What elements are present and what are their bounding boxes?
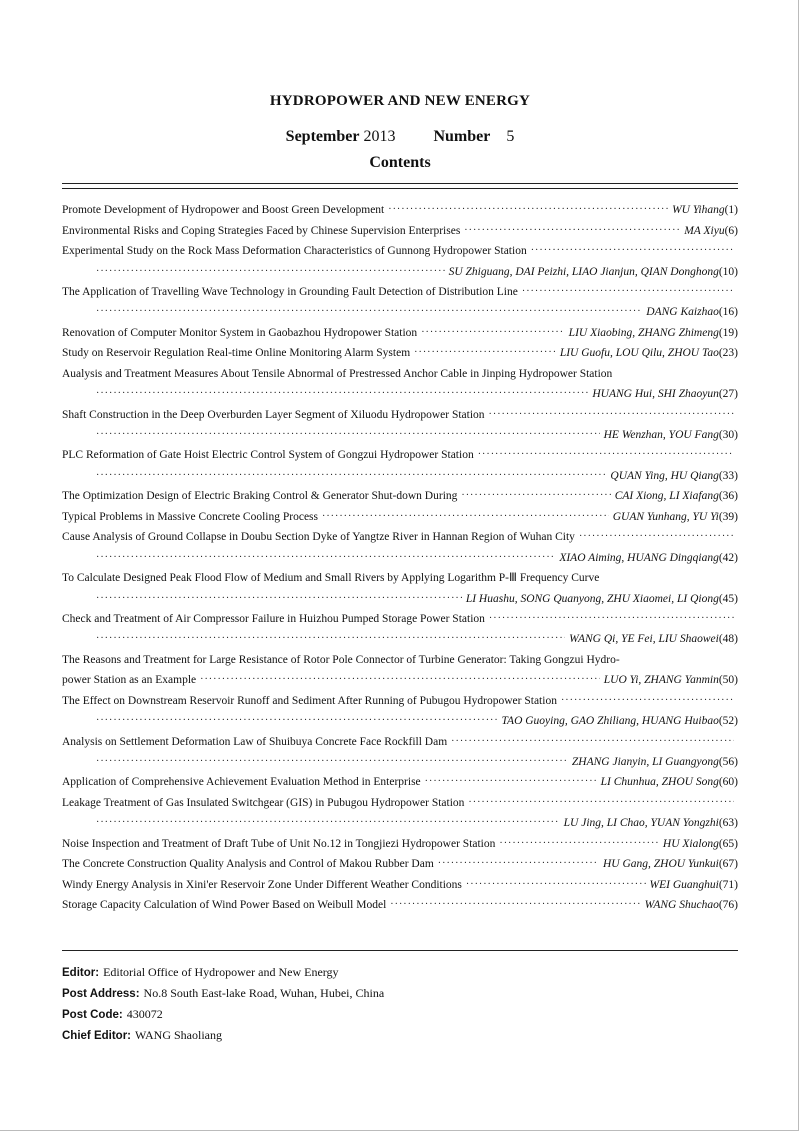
toc-entry-authors: LI Huashu, SONG Quanyong, ZHU Xiaomei, LI Qiong <box>465 592 719 605</box>
toc-entry-page: (50) <box>718 674 738 687</box>
toc-entry-title: Experimental Study on the Rock Mass Deformation Characteristics of Gunnong Hydropower Station <box>62 245 527 258</box>
issue-number-label: Number <box>433 128 491 145</box>
dot-leader <box>464 221 680 241</box>
toc-line <box>62 486 738 506</box>
toc-entry-authors: ZHANG Jianyin, LI Guangyong <box>571 756 719 769</box>
dot-leader <box>96 813 560 833</box>
toc-entry-authors: XIAO Aiming, HUANG Dingqiang <box>559 551 719 564</box>
toc-line <box>62 200 738 220</box>
toc-line <box>62 772 738 792</box>
dot-leader <box>96 302 642 322</box>
toc-entry-title: Study on Reservoir Regulation Real-time Online Monitoring Alarm System <box>62 347 411 360</box>
toc-entry-page: (48) <box>718 633 738 646</box>
dot-leader <box>421 323 564 343</box>
dot-leader <box>478 445 734 465</box>
imprint-value: WANG Shaoliang <box>135 1028 222 1042</box>
imprint-value: No.8 South East-lake Road, Wuhan, Hubei, China <box>143 986 385 1000</box>
toc-line <box>62 874 738 894</box>
dot-leader <box>388 200 668 220</box>
dot-leader <box>96 262 445 282</box>
toc-entry-title: Promote Development of Hydropower and Boost Green Development <box>62 204 385 217</box>
issue-month: September <box>285 128 360 145</box>
toc-entry-title: Cause Analysis of Ground Collapse in Doubu Section Dyke of Yangtze River in Hannan Region of Wuhan City <box>62 531 575 544</box>
toc-entry-title: The Optimization Design of Electric Braking Control & Generator Shut-down During <box>62 490 458 503</box>
dot-leader <box>96 425 600 445</box>
toc-entry-page: (27) <box>718 388 738 401</box>
issue-line <box>0 128 800 146</box>
toc-entry-page: (56) <box>718 756 738 769</box>
toc-line <box>62 343 738 363</box>
toc-entry-title: Storage Capacity Calculation of Wind Power Based on Weibull Model <box>62 899 387 912</box>
toc-line <box>62 507 738 527</box>
dot-leader <box>96 466 606 486</box>
dot-leader <box>96 384 588 404</box>
imprint-value: 430072 <box>126 1007 163 1021</box>
toc-line <box>62 302 738 322</box>
toc-line <box>62 547 738 567</box>
toc-entry-page: (36) <box>718 490 738 503</box>
toc-entry-title: Leakage Treatment of Gas Insulated Switchgear (GIS) in Pubugou Hydropower Station <box>62 796 465 809</box>
dot-leader <box>200 670 600 690</box>
toc-entry-authors: QUAN Ying, HU Qiang <box>610 469 719 482</box>
toc-line <box>62 588 738 608</box>
toc-entry-page: (30) <box>718 429 738 442</box>
dot-leader <box>489 609 734 629</box>
toc-line <box>62 384 738 404</box>
dot-leader <box>489 405 734 425</box>
contents-heading: Contents <box>369 154 431 171</box>
toc-entry-title: Windy Energy Analysis in Xini'er Reservoir Zone Under Different Weather Conditions <box>62 878 462 891</box>
dot-leader <box>390 895 640 915</box>
issue-number: 5 <box>506 128 515 145</box>
toc-line <box>62 609 738 629</box>
toc-entry-page: (65) <box>718 837 738 850</box>
dot-leader <box>499 834 659 854</box>
toc-entry-page: (10) <box>718 265 738 278</box>
toc-entry-page: (33) <box>718 469 738 482</box>
toc-line <box>62 834 738 854</box>
toc-entry-authors: TAO Guoying, GAO Zhiliang, HUANG Huibao <box>501 715 719 728</box>
dot-leader <box>414 343 556 363</box>
dot-leader <box>451 732 734 752</box>
toc-line <box>62 425 738 445</box>
dot-leader <box>425 772 597 792</box>
toc-entry-page: (42) <box>718 551 738 564</box>
toc-entry-page: (71) <box>718 878 738 891</box>
imprint-row <box>62 1025 384 1046</box>
toc-entry-authors: HU Gang, ZHOU Yunkui <box>602 858 719 871</box>
toc-entry-authors: CAI Xiong, LI Xiafang <box>614 490 719 503</box>
imprint-row <box>62 983 384 1004</box>
toc-line <box>62 854 738 874</box>
toc-entry-title: The Concrete Construction Quality Analysis and Control of Makou Rubber Dam <box>62 858 434 871</box>
top-rule-inner <box>62 188 738 189</box>
toc-line <box>62 691 738 711</box>
table-of-contents <box>62 200 738 915</box>
toc-line <box>62 261 738 281</box>
dot-leader <box>96 711 498 731</box>
toc-entry-title: Shaft Construction in the Deep Overburden Layer Segment of Xiluodu Hydropower Station <box>62 408 485 421</box>
imprint-key: Editor: <box>62 967 100 979</box>
imprint-row <box>62 962 384 983</box>
toc-line <box>62 241 738 261</box>
toc-entry-title: Check and Treatment of Air Compressor Failure in Huizhou Pumped Storage Power Station <box>62 612 485 625</box>
dot-leader <box>531 241 734 261</box>
toc-entry-page: (63) <box>718 817 738 830</box>
toc-entry-authors: HUANG Hui, SHI Zhaoyun <box>592 388 719 401</box>
toc-entry-authors: GUAN Yunhang, YU Yi <box>612 510 719 523</box>
toc-line <box>62 752 738 772</box>
toc-entry-authors: DANG Kaizhao <box>646 306 719 319</box>
dot-leader <box>461 486 610 506</box>
toc-entry-title: Typical Problems in Massive Concrete Cooling Process <box>62 510 318 523</box>
toc-entry-page: (67) <box>718 858 738 871</box>
toc-entry-title: The Effect on Downstream Reservoir Runoff and Sediment After Running of Pubugou Hydropower Station <box>62 694 557 707</box>
toc-line <box>62 445 738 465</box>
toc-line <box>62 282 738 302</box>
toc-entry-page: (23) <box>718 347 738 360</box>
toc-entry-page: (1) <box>724 204 738 217</box>
toc-entry-authors: WANG Shuchao <box>644 899 719 912</box>
toc-entry-title: To Calculate Designed Peak Flood Flow of Medium and Small Rivers by Applying Logarithm P-Ⅲ Frequency Curve <box>62 572 600 585</box>
toc-entry-authors: WEI Guanghui <box>649 878 719 891</box>
toc-entry-page: (45) <box>718 592 738 605</box>
toc-entry-title: Analysis on Settlement Deformation Law of Shuibuya Concrete Face Rockfill Dam <box>62 735 448 748</box>
toc-line <box>62 466 738 486</box>
toc-entry-title: power Station as an Example <box>62 674 197 687</box>
toc-entry-authors: WANG Qi, YE Fei, LIU Shaowei <box>569 633 719 646</box>
toc-line <box>62 629 738 649</box>
toc-entry-page: (39) <box>718 510 738 523</box>
toc-entry-authors: SU Zhiguang, DAI Peizhi, LIAO Jianjun, QIAN Donghong <box>448 265 719 278</box>
toc-entry-authors: WU Yihang <box>672 204 725 217</box>
toc-line <box>62 793 738 813</box>
toc-line <box>62 650 738 670</box>
dot-leader <box>438 854 599 874</box>
toc-entry-title: The Reasons and Treatment for Large Resistance of Rotor Pole Connector of Turbine Generator: Taking Gongzui Hydro- <box>62 653 620 666</box>
toc-entry-title: The Application of Travelling Wave Technology in Grounding Fault Detection of Distribution Line <box>62 285 518 298</box>
toc-line <box>62 323 738 343</box>
imprint-key: Chief Editor: <box>62 1030 131 1042</box>
toc-entry-page: (60) <box>718 776 738 789</box>
toc-line <box>62 568 738 588</box>
toc-entry-authors: LU Jing, LI Chao, YUAN Yongzhi <box>563 817 719 830</box>
toc-entry-authors: LIU Guofu, LOU Qilu, ZHOU Tao <box>559 347 719 360</box>
toc-entry-page: (6) <box>724 224 738 237</box>
toc-line <box>62 895 738 915</box>
toc-line <box>62 670 738 690</box>
toc-entry-page: (52) <box>718 715 738 728</box>
dot-leader <box>579 527 734 547</box>
top-rule <box>62 183 738 184</box>
toc-entry-title: Environmental Risks and Coping Strategies Faced by Chinese Supervision Enterprises <box>62 224 461 237</box>
imprint-row <box>62 1004 384 1025</box>
dot-leader <box>96 589 462 609</box>
toc-line <box>62 731 738 751</box>
dot-leader <box>522 282 734 302</box>
imprint-key: Post Code: <box>62 1009 123 1021</box>
toc-line <box>62 711 738 731</box>
toc-entry-title: Noise Inspection and Treatment of Draft Tube of Unit No.12 in Tongjiezi Hydropower Station <box>62 837 496 850</box>
toc-entry-title: Aualysis and Treatment Measures About Tensile Abnormal of Prestressed Anchor Cable in Jinping Hydropower Station <box>62 367 613 380</box>
toc-line <box>62 220 738 240</box>
toc-entry-authors: HU Xialong <box>662 837 719 850</box>
toc-line <box>62 404 738 424</box>
toc-line <box>62 813 738 833</box>
imprint-block <box>62 962 384 1046</box>
imprint-value: Editorial Office of Hydropower and New Energy <box>103 965 339 979</box>
dot-leader <box>96 548 555 568</box>
dot-leader <box>468 793 734 813</box>
toc-entry-authors: MA Xiyu <box>684 224 725 237</box>
toc-entry-authors: HE Wenzhan, YOU Fang <box>603 429 719 442</box>
toc-entry-page: (19) <box>718 326 738 339</box>
dot-leader <box>96 629 565 649</box>
toc-entry-authors: LUO Yi, ZHANG Yanmin <box>603 674 719 687</box>
dot-leader <box>466 875 646 895</box>
dot-leader <box>322 507 609 527</box>
bottom-rule <box>62 950 738 951</box>
toc-entry-page: (76) <box>718 899 738 912</box>
toc-entry-authors: LI Chunhua, ZHOU Song <box>600 776 719 789</box>
imprint-key: Post Address: <box>62 988 140 1000</box>
dot-leader <box>96 752 568 772</box>
toc-entry-title: PLC Reformation of Gate Hoist Electric Control System of Gongzui Hydropower Station <box>62 449 474 462</box>
dot-leader <box>561 691 734 711</box>
toc-line <box>62 527 738 547</box>
toc-line <box>62 364 738 384</box>
toc-entry-title: Renovation of Computer Monitor System in Gaobazhou Hydropower Station <box>62 326 418 339</box>
toc-entry-page: (16) <box>718 306 738 319</box>
toc-entry-authors: LIU Xiaobing, ZHANG Zhimeng <box>568 326 719 339</box>
journal-title: HYDROPOWER AND NEW ENERGY <box>269 93 531 109</box>
toc-entry-title: Application of Comprehensive Achievement Evaluation Method in Enterprise <box>62 776 421 789</box>
issue-year: 2013 <box>363 128 396 145</box>
